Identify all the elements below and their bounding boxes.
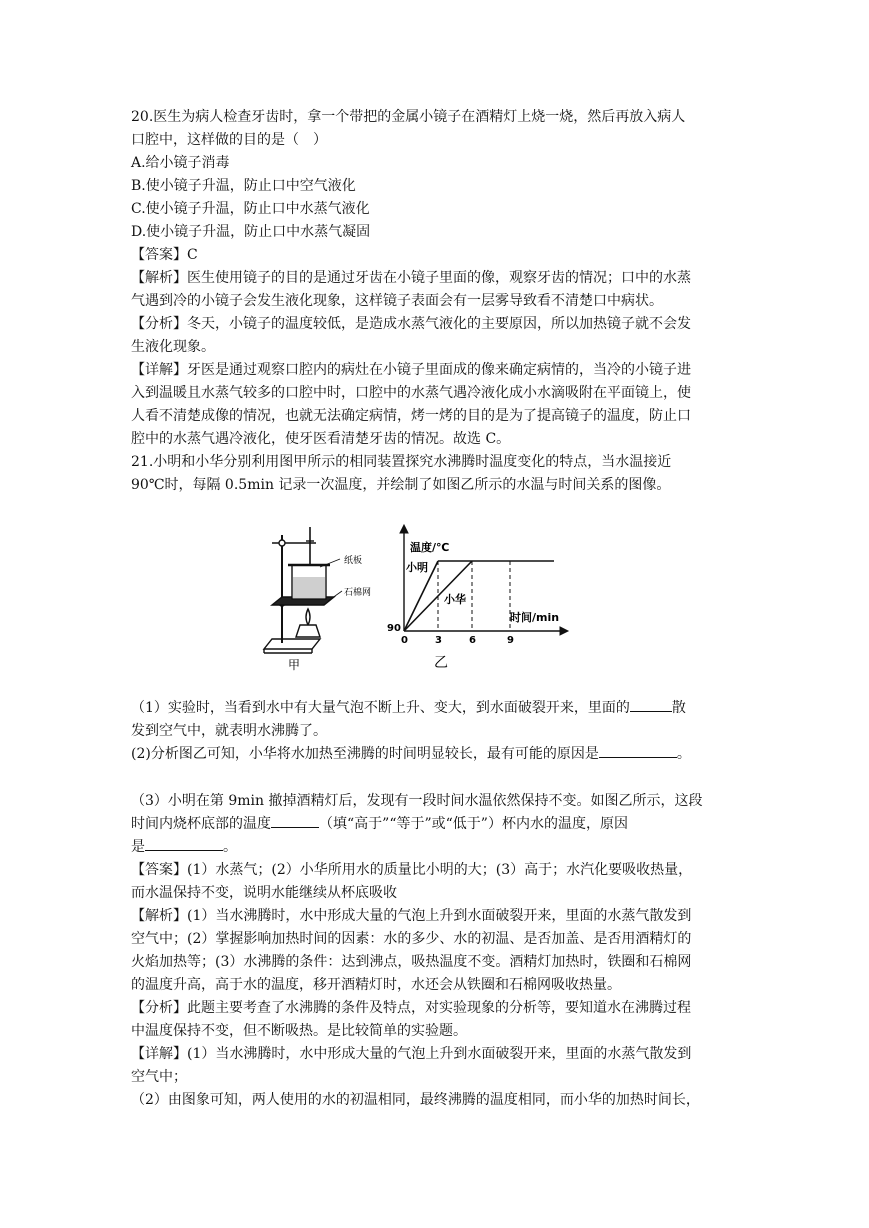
q21-fenxi-line-1: 【分析】此题主要考查了水沸腾的条件及特点，对实验现象的分析等，要知道水在沸腾过程 bbox=[131, 1000, 691, 1016]
q21-analysis-line-1: 【解析】(1）当水沸腾时，水中形成大量的气泡上升到水面破裂开来，里面的水蒸气散发到 bbox=[131, 908, 692, 924]
q21-part-2-text: (2)分析图乙可知，小华将水加热至沸腾的时间明显较长，最有可能的原因是 bbox=[131, 746, 599, 762]
q20-option-c: C.使小镜子升温，防止口中水蒸气液化 bbox=[131, 201, 370, 217]
q21-part-1-line-1 bbox=[131, 697, 741, 720]
question-21-part-1-2 bbox=[131, 697, 741, 766]
label-jia: 甲 bbox=[288, 658, 301, 671]
q21-part-3-text-2: （填“高于”“等于”或“低于”）杯内水的温度，原因 bbox=[319, 816, 628, 832]
flame bbox=[306, 609, 310, 625]
answer-blank-3 bbox=[271, 813, 319, 828]
y-axis-arrow bbox=[400, 525, 408, 533]
q20-stem-line-1: 20.医生为病人检查牙齿时，拿一个带把的金属小镜子在酒精灯上烧一烧，然后再放入病人 bbox=[131, 109, 686, 125]
q21-analysis-line-2: 空气中；(2）掌握影响加热时间的因素：水的多少、水的初温、是否加盖、是否用酒精灯的 bbox=[131, 931, 692, 947]
q21-fenxi-line-2: 中温度保持不变，但不断吸热。是比较简单的实验题。 bbox=[131, 1023, 467, 1039]
q20-analysis-line-1: 【解析】医生使用镜子的目的是通过牙齿在小镜子里面的像，观察牙齿的情况；口中的水蒸 bbox=[131, 270, 691, 286]
answer-blank-1 bbox=[630, 697, 672, 712]
water bbox=[293, 577, 325, 598]
q20-answer: 【答案】C bbox=[131, 247, 198, 263]
asbestos-leader bbox=[328, 591, 342, 601]
q21-part-3-line-2 bbox=[131, 813, 741, 836]
answer-blank-2 bbox=[599, 743, 677, 758]
label-paperboard: 纸板 bbox=[344, 556, 363, 566]
q20-detail-line-1: 【详解】牙医是通过观察口腔内的病灶在小镜子里面成的像来确定病情的，当冷的小镜子进 bbox=[131, 362, 691, 378]
label-asbestos: 石棉网 bbox=[344, 588, 372, 598]
q21-stem-line-1: 21.小明和小华分别利用图甲所示的相同装置探究水沸腾时温度变化的特点，当水温接近 bbox=[131, 454, 672, 470]
q21-part-3-end: 。 bbox=[223, 839, 237, 855]
q20-option-d: D.使小镜子升温，防止口中水蒸气凝固 bbox=[131, 224, 371, 240]
xiaoming-label: 小明 bbox=[406, 561, 428, 574]
x-axis-arrow bbox=[560, 627, 568, 635]
q20-fenxi-line-1: 【分析】冬天，小镜子的温度较低，是造成水蒸气液化的主要原因，所以加热镜子就不会发 bbox=[131, 316, 691, 332]
q20-option-a: A.给小镜子消毒 bbox=[131, 155, 230, 171]
apparatus-diagram bbox=[264, 527, 342, 653]
q20-detail-line-3: 人看不清楚成像的情况，也就无法确定病情，烤一烤的目的是为了提高镜子的温度，防止口 bbox=[131, 408, 691, 424]
answer-blank-4 bbox=[145, 836, 223, 851]
q20-fenxi-line-2: 生液化现象。 bbox=[131, 339, 215, 355]
q21-answer-line-1: 【答案】(1）水蒸气；(2）小华所用水的质量比小明的大；(3）高于；水汽化要吸收热量， bbox=[131, 862, 693, 878]
q20-detail-line-2: 入到温暖且水蒸气较多的口腔中时，口腔中的水蒸气遇冷液化成小水滴吸附在平面镜上，使 bbox=[131, 385, 691, 401]
x-tick-6: 6 bbox=[469, 635, 476, 646]
x-tick-3: 3 bbox=[435, 635, 442, 646]
q21-part-3-line-3 bbox=[131, 836, 741, 859]
q21-part-1-line-2: 发到空气中，就表明水沸腾了。 bbox=[131, 723, 327, 739]
x-axis-label: 时间/min bbox=[510, 611, 560, 624]
label-yi: 乙 bbox=[434, 655, 448, 671]
q21-analysis-line-4: 的温度升高，高于水的温度，移开酒精灯时，水还会从铁圈和石棉网吸收热量。 bbox=[131, 977, 621, 993]
q21-part-3-text-3: 是 bbox=[131, 839, 145, 855]
xiaohua-label: 小华 bbox=[444, 593, 466, 606]
experiment-figure bbox=[258, 521, 578, 671]
q21-stem-line-2: 90℃时，每隔 0.5min 记录一次温度，并绘制了如图乙所示的水温与时间关系的图像。 bbox=[131, 477, 671, 493]
q21-answer-line-2: 而水温保持不变，说明水能继续从杯底吸收 bbox=[131, 885, 397, 901]
question-20 bbox=[131, 106, 741, 451]
x-tick-9: 9 bbox=[507, 635, 514, 646]
stand-base bbox=[264, 639, 320, 649]
q21-detail-line-3: （2）由图象可知，两人使用的水的初温相同，最终沸腾的温度相同，而小华的加热时间长， bbox=[131, 1092, 700, 1108]
question-21-part-3 bbox=[131, 790, 741, 1112]
q21-part-2-line bbox=[131, 743, 741, 766]
q21-analysis-line-3: 火焰加热等；(3）水沸腾的条件：达到沸点，吸热温度不变。酒精灯加热时，铁圈和石棉网 bbox=[131, 954, 692, 970]
y-axis-label: 温度/℃ bbox=[410, 541, 450, 554]
q20-stem-line-2: 口腔中，这样做的目的是（ ） bbox=[131, 132, 327, 148]
q21-detail-line-1: 【详解】(1）当水沸腾时，水中形成大量的气泡上升到水面破裂开来，里面的水蒸气散发到 bbox=[131, 1046, 692, 1062]
origin-label: 0 bbox=[401, 635, 408, 646]
q21-part-1-text: （1）实验时，当看到水中有大量气泡不断上升、变大，到水面破裂开来，里面的 bbox=[131, 700, 630, 716]
question-21-stem bbox=[131, 451, 741, 497]
q21-part-3-text: 时间内烧杯底部的温度 bbox=[131, 816, 271, 832]
q20-detail-line-4: 腔中的水蒸气遇冷液化，使牙医看清楚牙齿的情况。故选 C。 bbox=[131, 431, 511, 447]
q21-part-3-line-1: （3）小明在第 9min 撤掉酒精灯后，发现有一段时间水温依然保持不变。如图乙所示，这段 bbox=[131, 793, 703, 809]
q21-detail-line-2: 空气中； bbox=[131, 1069, 187, 1085]
q21-part-2-end: 。 bbox=[676, 746, 691, 762]
q20-analysis-line-2: 气遇到冷的小镜子会发生液化现象，这样镜子表面会有一层雾导致看不清楚口中病状。 bbox=[131, 293, 663, 309]
y-start-label: 90 bbox=[387, 623, 401, 634]
q21-part-1-text-2: 散 bbox=[671, 700, 686, 716]
alcohol-lamp bbox=[296, 625, 320, 637]
q20-option-b: B.使小镜子升温，防止口中空气液化 bbox=[131, 178, 356, 194]
